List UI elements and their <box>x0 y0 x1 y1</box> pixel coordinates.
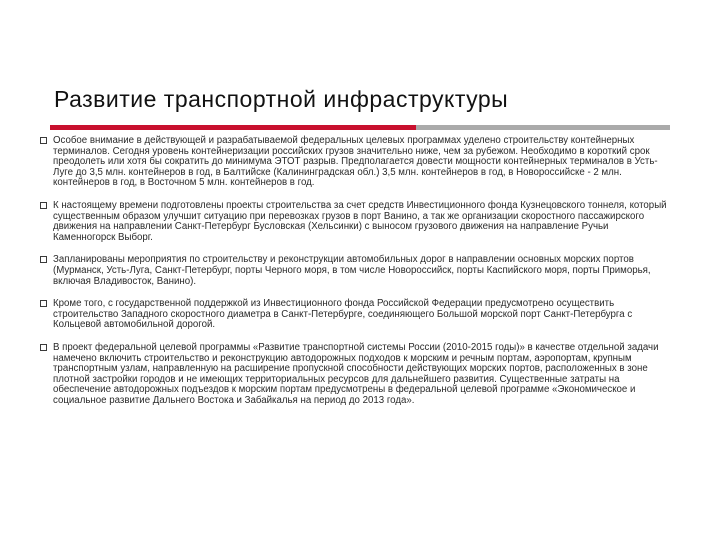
square-bullet-icon <box>40 256 47 263</box>
title-underline-rest <box>416 125 670 130</box>
paragraph-text: К настоящему времени подготовлены проекты строительства за счет средств Инвестиционного фонда Кузнецовского тоннеля, который существенным образом улучшит ситуацию при перевозках грузов в порт Ванино, а так же организации скоростного пассажирского движения на направлении Санкт-Петербург Бусловская (Хельсинки) с выносом грузового движения на направление Ручьи Каменногорск Выборг. <box>53 199 667 243</box>
title-underline-accent <box>50 125 416 130</box>
paragraph-text: Особое внимание в действующей и разрабатываемой федеральных целевых программах уделено строительству контейнерных терминалов. Сегодня уровень контейнеризации российских грузов значительно ниже, чем за рубежом. Необходимо в короткий срок преодолеть или хотя бы сократить до минимума ЭТОТ разрыв. Предполагается довести мощности контейнерных терминалов в Усть-Луге до 3,5 млн. контейнеров в год, в Балтийске (Калининградская обл.) 3,5 млн. контейнеров в год, в Новороссийске - 2 млн. контейнеров в год, в Восточном 5 млн. контейнеров в год. <box>53 135 658 189</box>
paragraph-text: В проект федеральной целевой программы «Развитие транспортной системы России (2010-2015 годы)» в качестве отдельной задачи намечено включить строительство и реконструкцию автодорожных подходов к морским и речным портам, аэропортам, крупным транспортным узлам, направленную на расширение пропускной способности действующих морских портов, расположенных в зоне плотной застройки городов и не имеющих территориальных ресурсов для дальнейшего развития. Существенные затраты на обеспечение автодорожных подъездов к морским портам предусмотрены в федеральной целевой программе «Экономическое и социальное развитие Дальнего Востока и Забайкалья на период до 2013 года». <box>53 341 659 406</box>
bullet-paragraph <box>40 201 670 243</box>
slide-title: Развитие транспортной инфраструктуры <box>54 86 509 112</box>
title-underline <box>50 125 670 130</box>
square-bullet-icon <box>40 202 47 209</box>
slide-body <box>40 136 670 418</box>
square-bullet-icon <box>40 344 47 351</box>
bullet-paragraph <box>40 136 670 189</box>
bullet-paragraph <box>40 299 670 331</box>
square-bullet-icon <box>40 137 47 144</box>
square-bullet-icon <box>40 300 47 307</box>
paragraph-text: Кроме того, с государственной поддержкой из Инвестиционного фонда Российской Федерации предусмотрено осуществить строительство Западного скоростного диаметра в Санкт-Петербурге, соединяющего Большой морской порт Санкт-Петербурга с Кольцевой автомобильной дорогой. <box>53 298 633 331</box>
bullet-paragraph <box>40 255 670 287</box>
bullet-paragraph <box>40 343 670 407</box>
paragraph-text: Запланированы мероприятия по строительству и реконструкции автомобильных дорог в направлении основных морских портов (Мурманск, Усть-Луга, Санкт-Петербург, порты Черного моря, в том числе Новороссийск, порты Каспийского моря, порты Приморья, включая Владивосток, Ванино). <box>53 254 651 287</box>
